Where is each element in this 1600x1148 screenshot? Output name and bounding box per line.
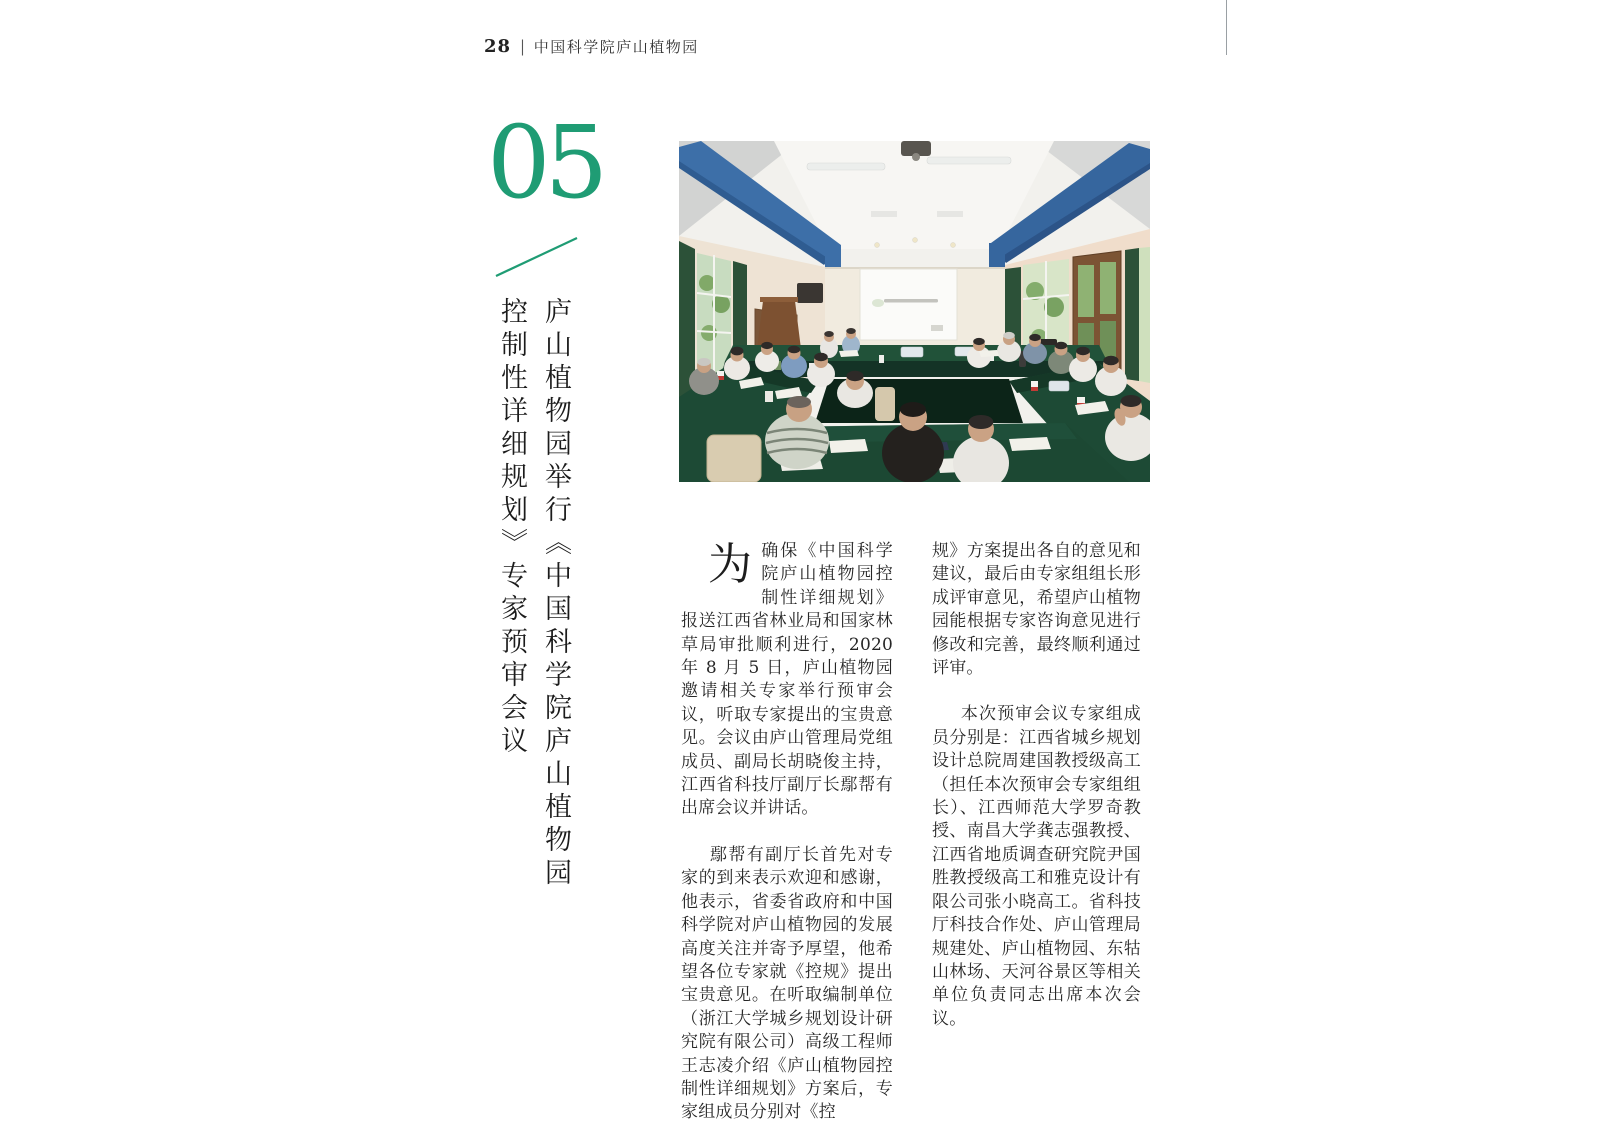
section-divider-line	[494, 235, 580, 279]
title-column-1: 庐山植物园举行《中国科学院庐山植物园	[541, 297, 571, 891]
paragraph: 为确保《中国科学院庐山植物园控制性详细规划》报送江西省林业局和国家林草局审批顺利进行，2020 年 8 月 5 日，庐山植物园邀请相关专家举行预审会议，听取专家提出的宝贵意见。会议由庐山管理局党组成员、副局长胡晓俊主持，江西省科技厅副厅长鄢帮有出席会议并讲话。	[681, 539, 893, 819]
page-number: 28	[484, 36, 512, 57]
header-separator: |	[520, 37, 525, 56]
photo-podium	[757, 297, 801, 349]
paragraph: 规》方案提出各自的意见和建议，最后由专家组组长形成评审意见，希望庐山植物园能根据专家咨询意见进行修改和完善，最终顺利通过评审。	[932, 541, 1141, 679]
photo-projection-screen	[860, 269, 957, 340]
drop-cap: 为	[708, 539, 753, 590]
publication-name: 中国科学院庐山植物园	[533, 38, 699, 56]
paragraph: 鄢帮有副厅长首先对专家的到来表示欢迎和感谢，他表示，省委省政府和中国科学院对庐山植物园的发展高度关注并寄予厚望，他希望各位专家就《控规》提出宝贵意见。在听取编制单位（浙江大学城乡规划设计研究院有限公司）高级工程师王志凌介绍《庐山植物园控制性详细规划》方案后，专家组成员分别对《控	[681, 844, 893, 1123]
section-number: 05	[487, 104, 603, 221]
page-corner-mark	[1226, 0, 1227, 55]
page-header	[484, 36, 699, 57]
title-column-2: 控制性详细规划》专家预审会议	[497, 297, 527, 759]
meeting-photo	[679, 141, 1150, 482]
article-title-vertical	[498, 297, 569, 917]
paragraph: 本次预审会议专家组成员分别是：江西省城乡规划设计总院周建国教授级高工（担任本次预审会专家组组长）、江西师范大学罗奇教授、南昌大学龚志强教授、江西省地质调查研究院尹国胜教授级高工和雅克设计有限公司张小晓高工。省科技厅科技合作处、庐山管理局规建处、庐山植物园、东牯山林场、天河谷景区等相关单位负责同志出席本次会议。	[932, 704, 1141, 1029]
article-body	[681, 540, 1141, 1148]
article-column-2	[932, 540, 1141, 1148]
article-column-1	[681, 540, 893, 1148]
